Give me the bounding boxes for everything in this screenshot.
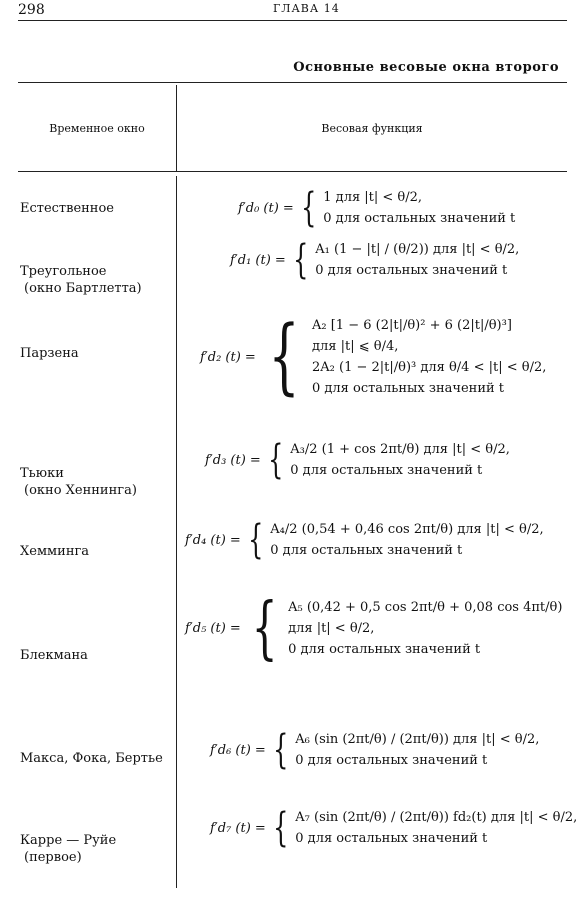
- header-rule: [18, 20, 567, 21]
- weight-function: [230, 237, 520, 283]
- function-case: A₃/2 (1 + cos 2πt/θ) для |t| < θ/2,: [290, 442, 510, 457]
- function-lhs: f′d₀ (t) =: [238, 200, 294, 216]
- window-name-line: (окно Хеннинга): [24, 483, 137, 498]
- table-top-rule: [18, 82, 567, 83]
- window-name-line: Парзена: [20, 346, 79, 361]
- window-name-line: Естественное: [20, 201, 114, 216]
- function-case: для |t| < θ/2,: [288, 621, 375, 636]
- window-name-line: Карре — Руйе: [20, 833, 117, 848]
- window-name: [20, 263, 142, 297]
- function-case: A₆ (sin (2πt/θ) / (2πt/θ)) для |t| < θ/2,: [295, 732, 540, 747]
- window-name: [20, 832, 116, 866]
- left-brace: {: [251, 588, 278, 668]
- weight-function: [210, 805, 578, 851]
- function-case: 0 для остальных значений t: [295, 753, 488, 768]
- window-name: [20, 647, 88, 664]
- column-header-window: Временное окно: [49, 122, 145, 135]
- window-name-line: Хемминга: [20, 544, 90, 559]
- function-case: 0 для остальных значений t: [290, 463, 483, 478]
- left-brace: {: [292, 237, 309, 283]
- left-brace: {: [267, 437, 284, 483]
- function-case: A₁ (1 − |t| / (θ/2)) для |t| < θ/2,: [315, 242, 520, 257]
- window-name-line: Треугольное: [20, 264, 107, 279]
- window-name-line: Макса, Фока, Бертье: [20, 751, 163, 766]
- window-name: [20, 750, 163, 767]
- weight-function: [205, 437, 510, 483]
- function-case: 0 для остальных значений t: [295, 831, 488, 846]
- weight-function: [210, 727, 540, 773]
- function-case: A₂ [1 − 6 (2|t|/θ)² + 6 (2|t|/θ)³]: [312, 318, 512, 333]
- weight-function: [238, 185, 516, 231]
- function-lhs: f′d₃ (t) =: [205, 452, 261, 468]
- function-case: 0 для остальных значений t: [270, 543, 463, 558]
- function-lhs: f′d₄ (t) =: [185, 532, 241, 548]
- window-name: [20, 345, 79, 362]
- left-brace: {: [247, 517, 264, 563]
- function-case: 1 для |t| < θ/2,: [323, 190, 423, 205]
- function-lhs: f′d₇ (t) =: [210, 820, 266, 836]
- left-brace: {: [272, 805, 289, 851]
- function-case: 0 для остальных значений t: [288, 642, 481, 657]
- left-brace: {: [268, 309, 300, 404]
- weight-function: [185, 588, 563, 668]
- window-name-line: (первое): [24, 850, 82, 865]
- function-lhs: f′d₅ (t) =: [185, 621, 241, 636]
- body-divider: [176, 176, 177, 888]
- function-lhs: f′d₁ (t) =: [230, 252, 286, 268]
- table-caption: Основные весовые окна второго: [293, 60, 559, 75]
- function-case: A₅ (0,42 + 0,5 cos 2πt/θ + 0,08 cos 4πt/θ): [288, 600, 563, 615]
- column-header-function: Весовая функция: [321, 122, 423, 135]
- window-name: [20, 465, 137, 499]
- window-name: [20, 543, 89, 560]
- weight-function: [200, 309, 547, 404]
- left-brace: {: [272, 727, 289, 773]
- function-case: 2A₂ (1 − 2|t|/θ)³ для θ/4 < |t| < θ/2,: [312, 360, 547, 375]
- window-name-line: Блекмана: [20, 648, 88, 663]
- window-name-line: (окно Бартлетта): [24, 281, 142, 296]
- header-bottom-rule: [18, 171, 567, 172]
- window-name-line: Тьюки: [20, 466, 64, 481]
- function-case: для |t| ⩽ θ/4,: [312, 339, 399, 354]
- function-case: A₄/2 (0,54 + 0,46 cos 2πt/θ) для |t| < θ/2,: [270, 522, 544, 537]
- function-lhs: f′d₆ (t) =: [210, 742, 266, 758]
- chapter-header: ГЛАВА 14: [273, 2, 340, 15]
- function-case: 0 для остальных значений t: [323, 211, 516, 226]
- window-name: [20, 200, 114, 217]
- function-case: 0 для остальных значений t: [312, 381, 505, 396]
- function-case: 0 для остальных значений t: [315, 263, 508, 278]
- function-case: A₇ (sin (2πt/θ) / (2πt/θ)) fd₂(t) для |t| < θ/2,: [295, 810, 578, 825]
- function-lhs: f′d₂ (t) =: [200, 349, 256, 365]
- weight-function: [185, 517, 544, 563]
- left-brace: {: [300, 185, 317, 231]
- page-number: 298: [18, 2, 45, 18]
